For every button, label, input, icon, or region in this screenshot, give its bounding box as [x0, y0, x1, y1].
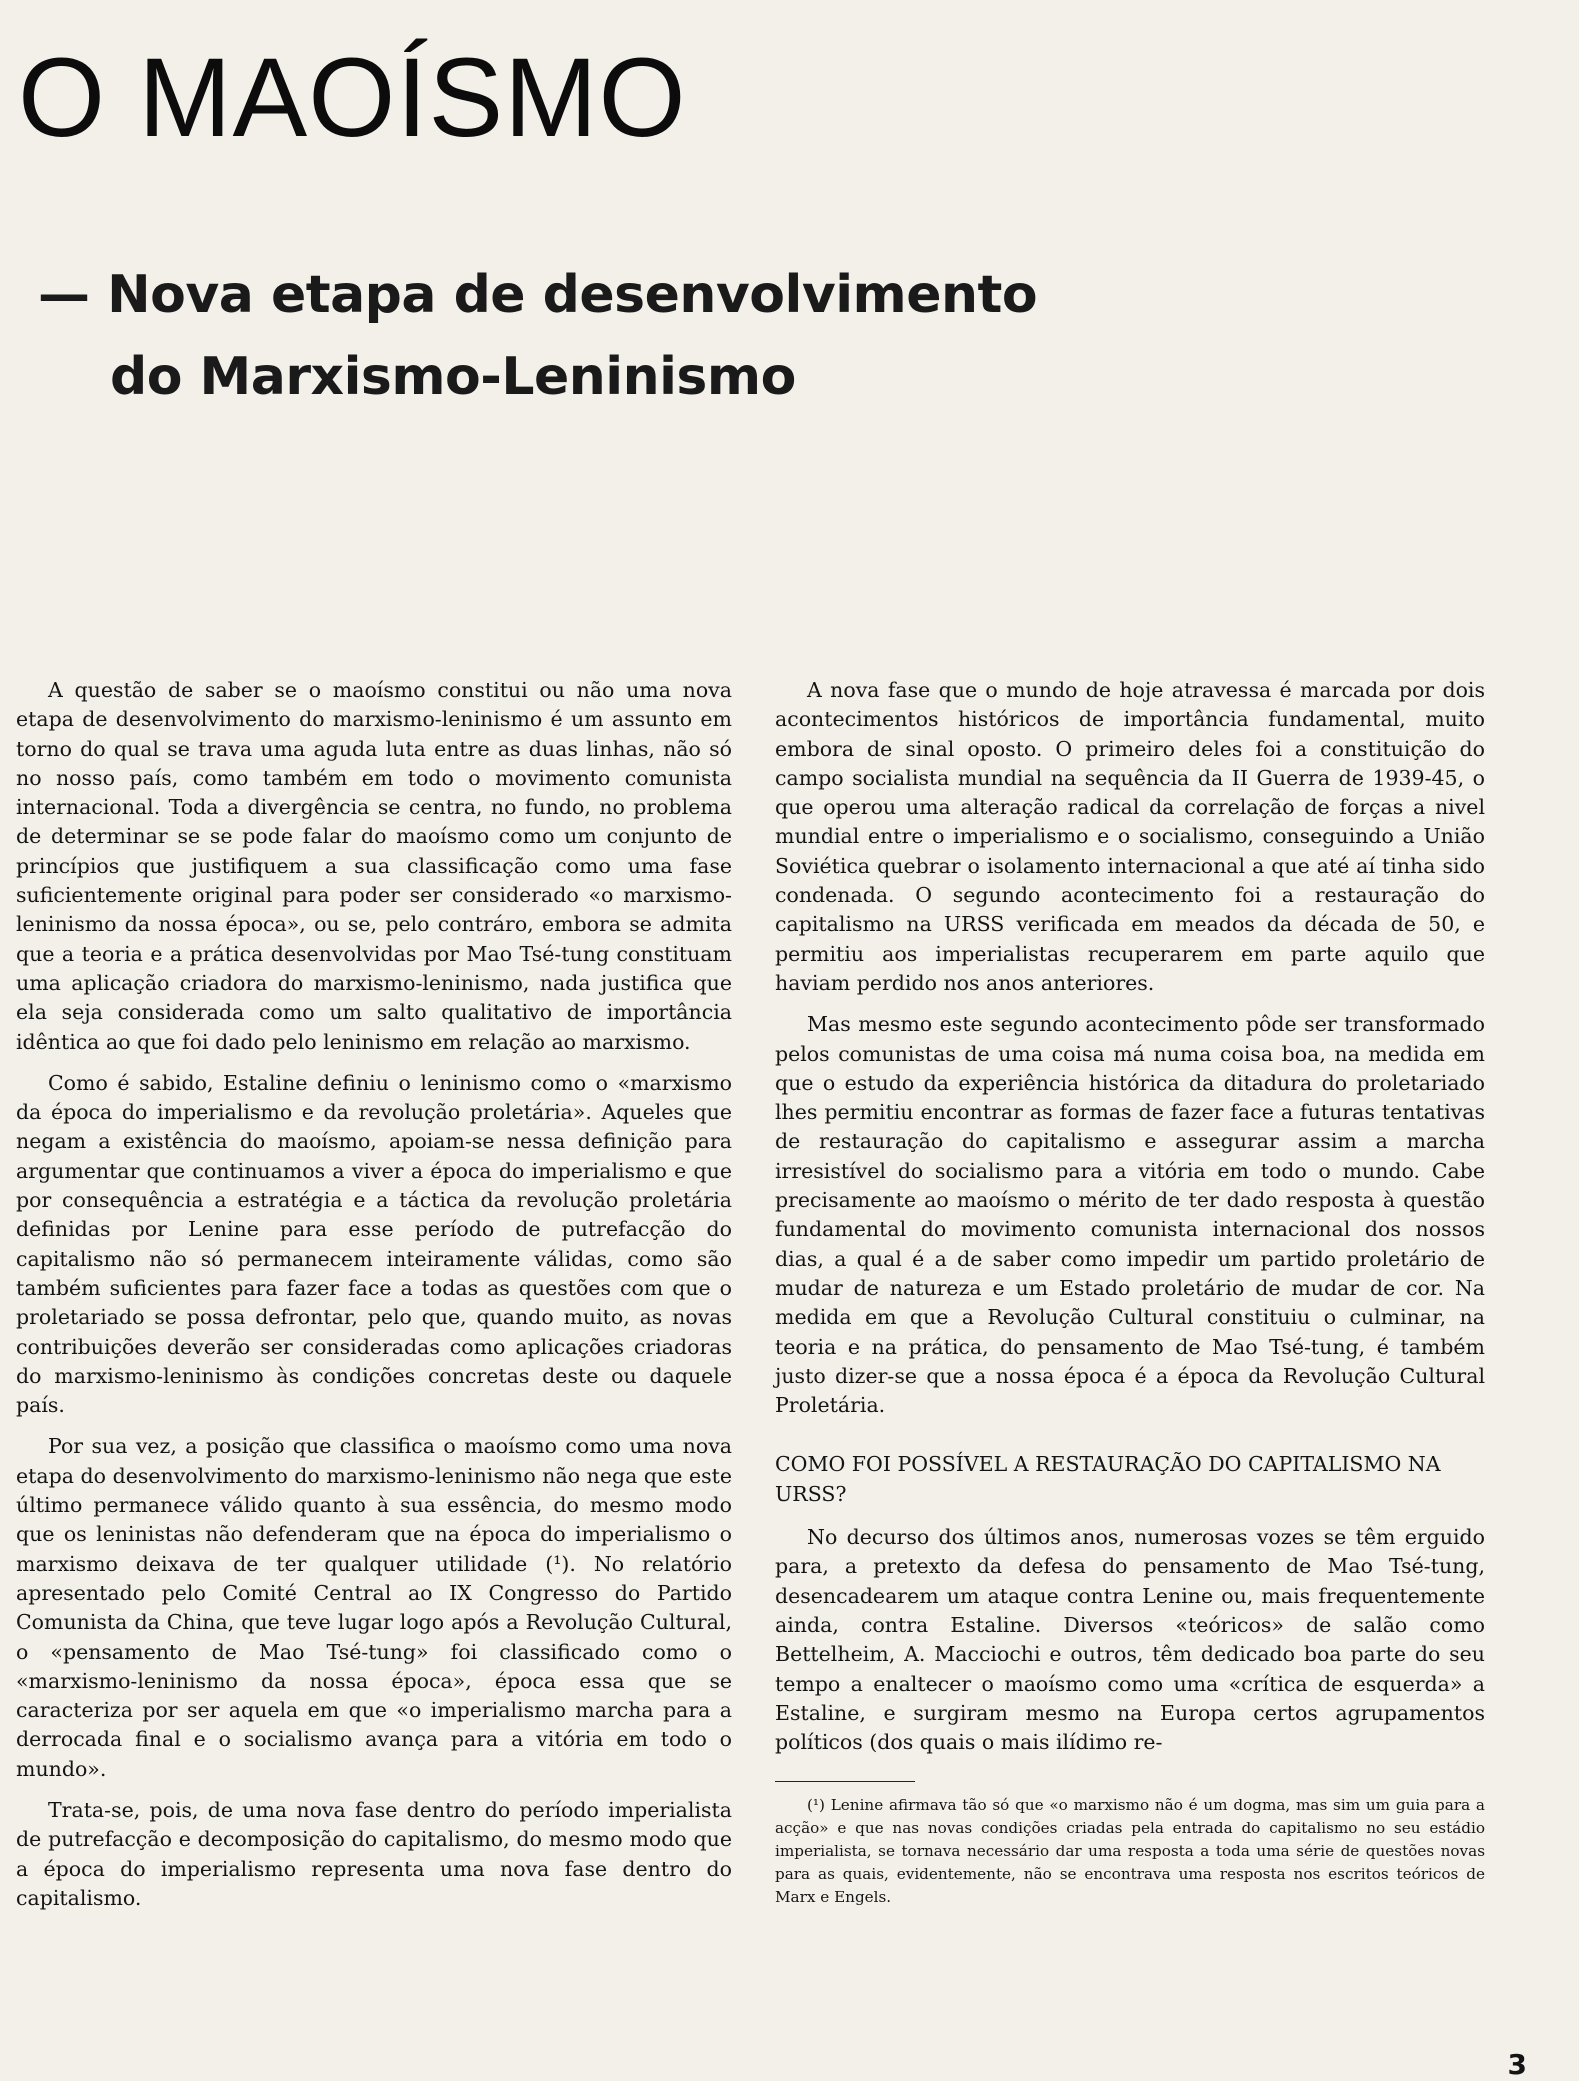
right-text-column [775, 676, 1485, 1921]
footnote-divider [775, 1781, 915, 1782]
article-subtitle [38, 254, 1037, 418]
subtitle-line-2: do Marxismo-Leninismo [110, 347, 796, 407]
left-text-column [16, 676, 732, 1925]
subtitle-line-1: — Nova etapa de desenvolvimento [38, 265, 1038, 325]
paragraph: No decurso dos últimos anos, numerosas vozes se têm erguido para, a pretexto da defesa do pensamento de Mao Tsé-tung, desencadearem um ataque contra Lenine ou, mais frequentemente ainda, contra Estaline. Diversos «teóricos» de salão como Bettelheim, A. Macciochi e outros, têm dedicado boa parte do seu tempo a enaltecer o maoísmo como uma «crítica de esquerda» a Estaline, e surgiram mesmo na Europa certos agrupamentos políticos (dos quais o mais ilídimo re- [775, 1525, 1485, 1755]
paragraph: Trata-se, pois, de uma nova fase dentro do período imperialista de putrefacção e decomposição do capitalismo, do mesmo modo que a época do imperialismo representa uma nova fase dentro do capitalismo. [16, 1797, 732, 1910]
paragraph: A questão de saber se o maoísmo constitui ou não uma nova etapa de desenvolvimento do marxismo-leninismo é um assunto em torno do qual se trava uma aguda luta entre as duas linhas, não só no nosso país, como também em todo o movimento comunista internacional. Toda a divergência se centra, no fundo, no problema de determinar se se pode falar do maoísmo como um conjunto de princípios que justifiquem a sua classificação como uma fase suficientemente original para poder ser considerado «o marxismo-leninismo da nossa época», ou se, pelo contráro, embora se admita que a teoria e a prática desenvolvidas por Mao Tsé-tung constituam uma aplicação criadora do marxismo-leninismo, nada justifica que ela seja considerada como um salto qualitativo de importância idêntica ao que foi dado pelo leninismo em relação ao marxismo. [16, 678, 732, 1054]
paragraph: A nova fase que o mundo de hoje atravessa é marcada por dois acontecimentos históricos de importância fundamental, muito embora de sinal oposto. O primeiro deles foi a constituição do campo socialista mundial na sequência da II Guerra de 1939-45, o que operou uma alteração radical da correlação de forças a nivel mundial entre o imperialismo e o socialismo, conseguindo a União Soviética quebrar o isolamento internacional a que até aí tinha sido condenada. O segundo acontecimento foi a restauração do capitalismo na URSS verificada em meados da década de 50, e permitiu aos imperialistas recuperarem em parte aquilo que haviam perdido nos anos anteriores. [775, 678, 1485, 995]
section-heading: COMO FOI POSSÍVEL A RESTAURAÇÃO DO CAPITALISMO NA URSS? [775, 1452, 1441, 1506]
article-title: O MAOÍSMO [18, 35, 687, 160]
footnote: (¹) Lenine afirmava tão só que «o marxismo não é um dogma, mas sim um guia para a acção» e que nas novas condições criadas pela entrada do capitalismo no seu estádio imperialista, se tornava necessário dar uma resposta a toda uma série de questões novas para as quais, evidentemente, não se encontrava uma resposta nos escritos teóricos de Marx e Engels. [775, 1796, 1485, 1907]
paragraph: Como é sabido, Estaline definiu o leninismo como o «marxismo da época do imperialismo e da revolução proletária». Aqueles que negam a existência do maoísmo, apoiam-se nessa definição para argumentar que continuamos a viver a época do imperialismo e que por consequência a estratégia e a táctica da revolução proletária definidas por Lenine para esse período de putrefacção do capitalismo não só permanecem inteiramente válidas, como são também suficientes para fazer face a todas as questões com que o proletariado se possa defrontar, pelo que, quando muito, as novas contribuições deverão ser consideradas como aplicações criadoras do marxismo-leninismo às condições concretas deste ou daquele país. [16, 1070, 732, 1418]
paragraph: Mas mesmo este segundo acontecimento pôde ser transformado pelos comunistas de uma coisa má numa coisa boa, na medida em que o estudo da experiência histórica da ditadura do proletariado lhes permitiu encontrar as formas de fazer face a futuras tentativas de restauração do capitalismo e assegurar assim a marcha irresistível do socialismo para a vitória em todo o mundo. Cabe precisamente ao maoísmo o mérito de ter dado resposta à questão fundamental do movimento comunista internacional dos nossos dias, a qual é a de saber como impedir um partido proletário de mudar de natureza e um Estado proletário de mudar de cor. Na medida em que a Revolução Cultural constituiu o culminar, na teoria e na prática, do pensamento de Mao Tsé-tung, é também justo dizer-se que a nossa época é a época da Revolução Cultural Proletária. [775, 1012, 1485, 1418]
page-number: 3 [1507, 2048, 1527, 2081]
paragraph: Por sua vez, a posição que classifica o maoísmo como uma nova etapa do desenvolvimento do marxismo-leninismo não nega que este último permanece válido quanto à sua essência, do mesmo modo que os leninistas não defenderam que na época do imperialismo o marxismo deixava de ter qualquer utilidade (¹). No relatório apresentado pelo Comité Central ao IX Congresso do Partido Comunista da China, que teve lugar logo após a Revolução Cultural, o «pensamento de Mao Tsé-tung» foi classificado como o «marxismo-leninismo da nossa época», época essa que se caracteriza por ser aquela em que «o imperialismo marcha para a derrocada final e o socialismo avança para a vitória em todo o mundo». [16, 1434, 732, 1781]
